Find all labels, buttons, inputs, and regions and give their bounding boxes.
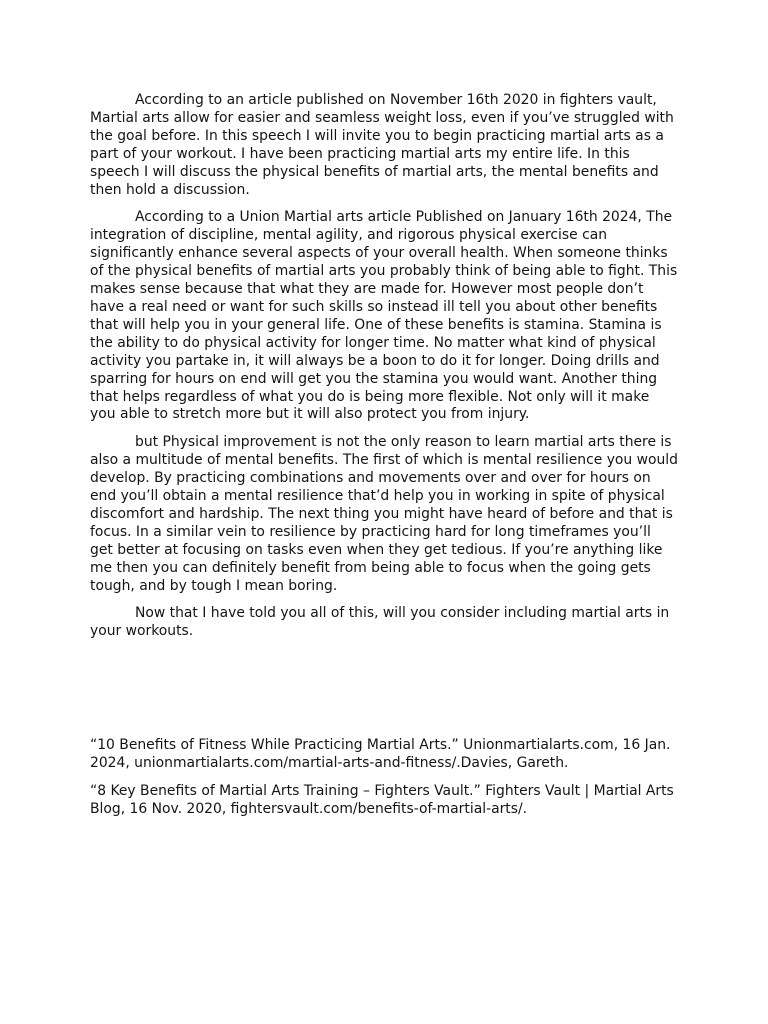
document-body: [90, 92, 678, 829]
paragraph-conclusion: Now that I have told you all of this, will you consider including martial arts in your workouts.: [90, 605, 670, 640]
paragraph-mental-benefits: but Physical improvement is not the only reason to learn martial arts there is also a multitude of mental benefits. The first of which is mental resilience you would develop. By practicing combinations and movements over and over for hours on end you’ll obtain a mental resilience that’d help you in working in spite of physical discomfort and hardship. The next thing you might have heard of before and that is focus. In a similar vein to resilience by practicing hard for long timeframes you’ll get better at focusing on tasks even when they get tedious. If you’re anything like me then you can definitely benefit from being able to focus when the going gets tough, and by tough I mean boring.: [90, 434, 678, 594]
paragraph-intro: According to an article published on November 16th 2020 in fighters vault, Martial arts allow for easier and seamless weight loss, even if you’ve struggled with the goal before. In this speech I will invite you to begin practicing martial arts as a part of your workout. I have been practicing martial arts my entire life. In this speech I will discuss the physical benefits of martial arts, the mental benefits and then hold a discussion.: [90, 92, 674, 198]
reference-entry-fighters-vault: “8 Key Benefits of Martial Arts Training – Fighters Vault.” Fighters Vault | Martial Arts Blog, 16 Nov. 2020, fightersvault.com/benefits-of-martial-arts/.: [90, 783, 674, 817]
section-gap: [90, 651, 678, 737]
paragraph-physical-benefits: According to a Union Martial arts article Published on January 16th 2024, The integration of discipline, mental agility, and rigorous physical exercise can significantly enhance several aspects of your overall health. When someone thinks of the physical benefits of martial arts you probably think of being able to fight. This makes sense because that what they are made for. However most people don’t have a real need or want for such skills so instead ill tell you about other benefits that will help you in your general life. One of these benefits is stamina. Stamina is the ability to do physical activity for longer time. No matter what kind of physical activity you partake in, it will always be a boon to do it for longer. Doing drills and sparring for hours on end will get you the stamina you would want. Another thing that helps regardless of what you do is being more flexible. Not only will it make you able to stretch more but it will also protect you from injury.: [90, 209, 678, 423]
reference-entry-union-martial-arts: “10 Benefits of Fitness While Practicing Martial Arts.” Unionmartialarts.com, 16 Jan. 2024, unionmartialarts.com/martial-arts-and-fitness/.Davies, Gareth.: [90, 737, 671, 772]
works-cited: [90, 737, 678, 819]
